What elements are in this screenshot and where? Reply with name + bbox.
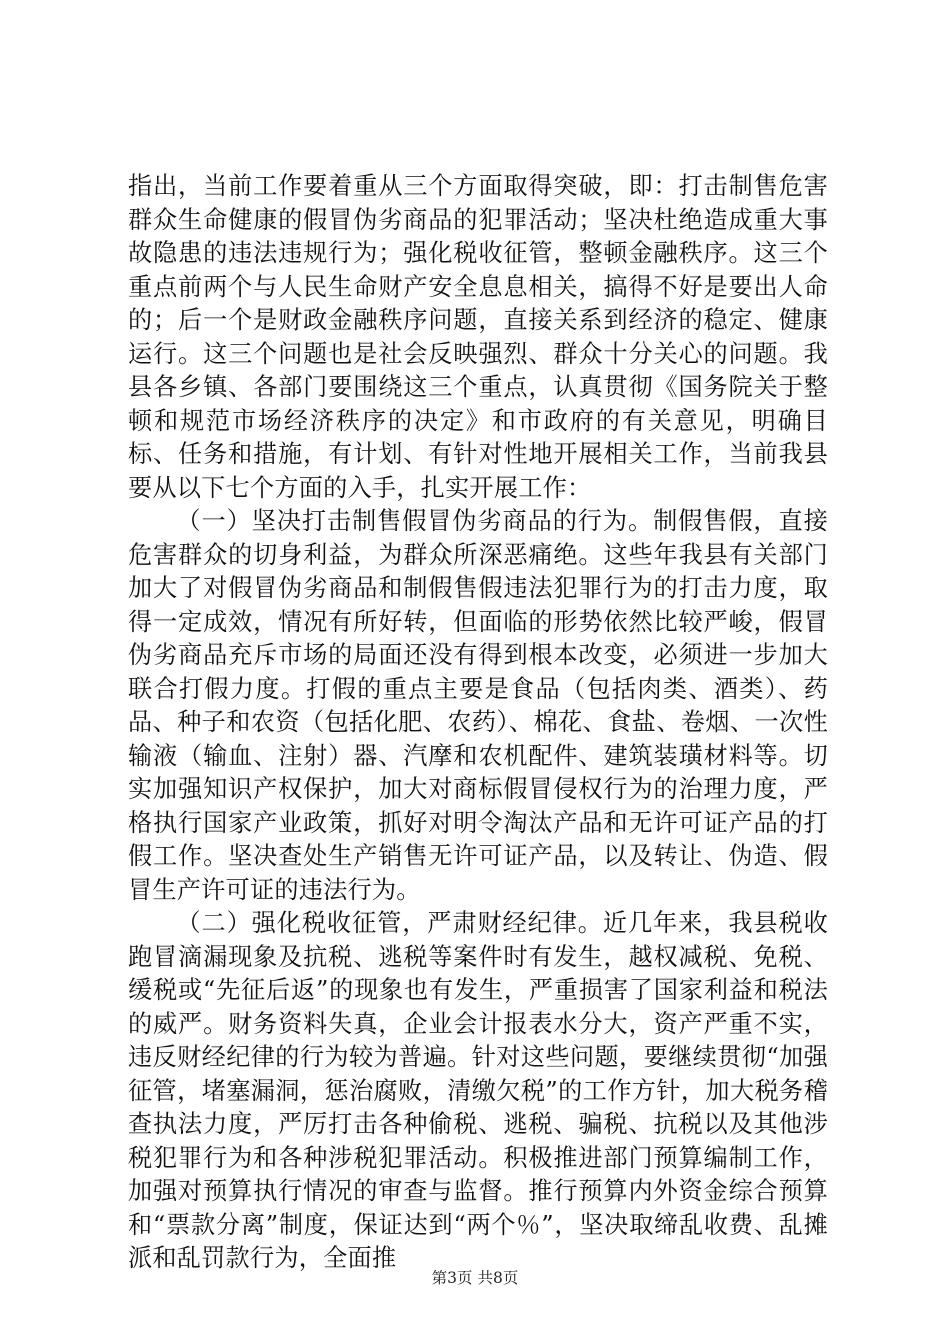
page-footer: 第3页 共8页 bbox=[431, 1269, 519, 1287]
paragraph-section-two: （二）强化税收征管，严肃财经纪律。近几年来，我县税收跑冒滴漏现象及抗税、逃税等案件时有发生，越权减税、免税、缓税或“先征后返”的现象也有发生，严重损害了国家利益和税法的威严。财务资料失真，企业会计报表水分大，资产严重不实，违反财经纪律的行为较为普遍。针对这些问题，要继续贯彻“加强征管，堵塞漏洞，惩治腐败，清缴欠税”的工作方针，加大税务稽查执法力度，严厉打击各种偷税、逃税、骗税、抗税以及其他涉税犯罪行为和各种涉税犯罪活动。积极推进部门预算编制工作，加强对预算执行情况的审查与监督。推行预算内外资金综合预算和“票款分离”制度，保证达到“两个％”，坚决取缔乱收费、乱摊派和乱罚款行为，全面推 bbox=[128, 909, 828, 1272]
paragraph-section-one: （一）坚决打击制售假冒伪劣商品的行为。制假售假，直接危害群众的切身利益，为群众所深恶痛绝。这些年我县有关部门加大了对假冒伪劣商品和制假售假违法犯罪行为的打击力度，取得一定成效，情况有所好转，但面临的形势依然比较严峻，假冒伪劣商品充斥市场的局面还没有得到根本改变，必须进一步加大联合打假力度。打假的重点主要是食品（包括肉类、酒类）、药品、种子和农资（包括化肥、农药）、棉花、食盐、卷烟、一次性输液（输血、注射）器、汽摩和农机配件、建筑装璜材料等。切实加强知识产权保护，加大对商标假冒侵权行为的治理力度，严格执行国家产业政策，抓好对明令淘汰产品和无许可证产品的打假工作。坚决查处生产销售无许可证产品，以及转让、伪造、假冒生产许可证的违法行为。 bbox=[128, 507, 828, 904]
paragraph-intro: 指出，当前工作要着重从三个方面取得突破，即：打击制售危害群众生命健康的假冒伪劣商品的犯罪活动；坚决杜绝造成重大事故隐患的违法违规行为；强化税收征管，整顿金融秩序。这三个重点前两个与人民生命财产安全息息相关，搞得不好是要出人命的；后一个是财政金融秩序问题，直接关系到经济的稳定、健康运行。这三个问题也是社会反映强烈、群众十分关心的问题。我县各乡镇、各部门要围绕这三个重点，认真贯彻《国务院关于整顿和规范市场经济秩序的决定》和市政府的有关意见，明确目标、任务和措施，有计划、有针对性地开展相关工作，当前我县要从以下七个方面的入手，扎实开展工作： bbox=[128, 172, 828, 502]
body-text bbox=[128, 170, 828, 1276]
